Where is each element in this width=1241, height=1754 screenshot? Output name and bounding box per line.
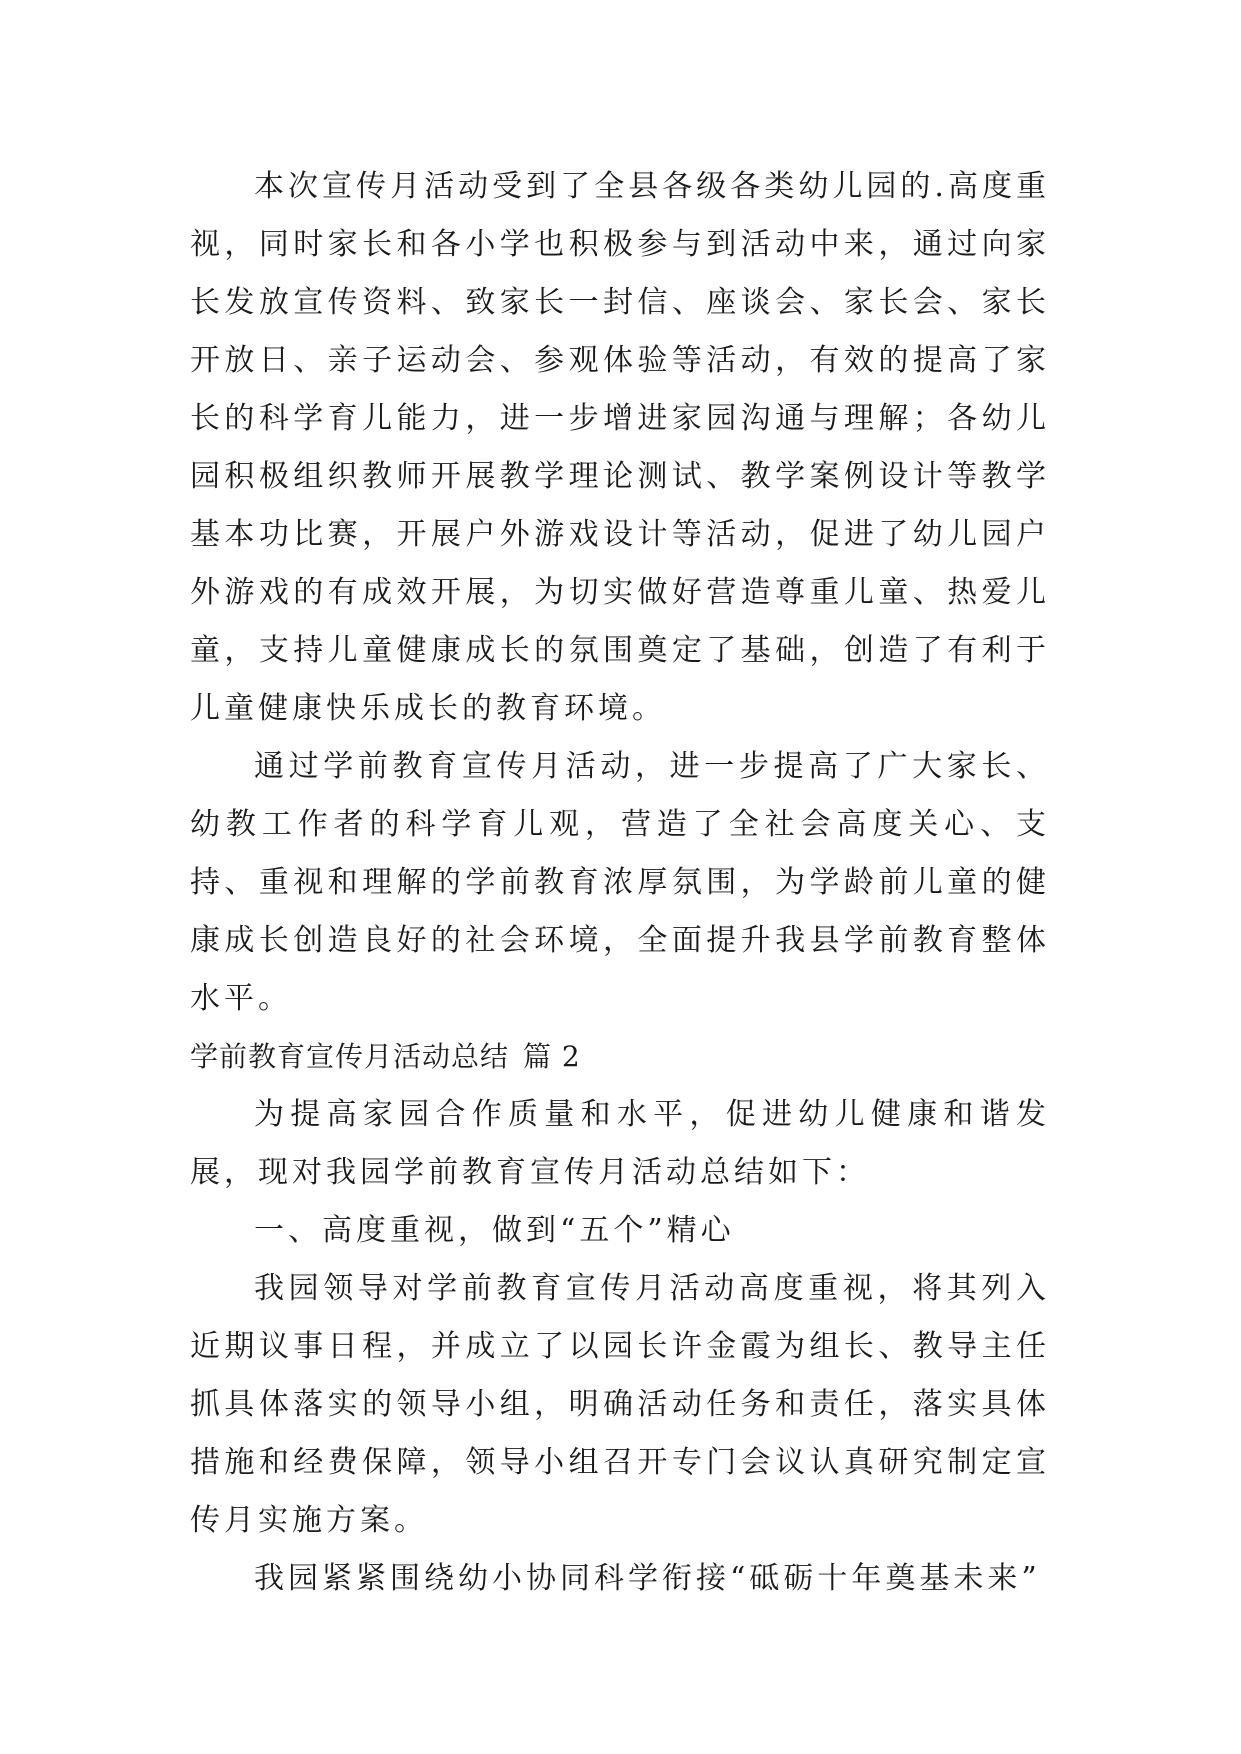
paragraph-activity-attention: 本次宣传月活动受到了全县各级各类幼儿园的.高度重视，同时家长和各小学也积极参与到活动中来，通过向家长发放宣传资料、致家长一封信、座谈会、家长会、家长开放日、亲子运动会、参观体验等活动，有效的提高了家长的科学育儿能力，进一步增进家园沟通与理解；各幼儿园积极组织教师开展教学理论测试、教学案例设计等教学基本功比赛，开展户外游戏设计等活动，促进了幼儿园户外游戏的有成效开展，为切实做好营造尊重儿童、热爱儿童，支持儿童健康成长的氛围奠定了基础，创造了有利于儿童健康快乐成长的教育环境。: [190, 169, 1050, 726]
subheading-high-attention: 一、高度重视，做到“五个”精心: [254, 1213, 735, 1248]
paragraph-activity-outcome: 通过学前教育宣传月活动，进一步提高了广大家长、幼教工作者的科学育儿观，营造了全社会高度关心、支持、重视和理解的学前教育浓厚氛围，为学龄前儿童的健康成长创造良好的社会环境，全面提升我县学前教育整体水平。: [190, 749, 1050, 1016]
paragraph-leadership: 我园领导对学前教育宣传月活动高度重视，将其列入近期议事日程，并成立了以园长许金霞为组长、教导主任抓具体落实的领导小组，明确活动任务和责任，落实具体措施和经费保障，领导小组召开专门会议认真研究制定宣传月实施方案。: [190, 1271, 1050, 1538]
section-number: 篇 2: [523, 1040, 581, 1073]
paragraph-summary-intro: 为提高家园合作质量和水平，促进幼儿健康和谐发展，现对我园学前教育宣传月活动总结如下：: [190, 1097, 1050, 1190]
section-title: 学前教育宣传月活动总结: [190, 1040, 510, 1073]
section-heading: [190, 1028, 1050, 1086]
paragraph-theme: 我园紧紧围绕幼小协同科学衔接“砥砺十年奠基未来”: [254, 1561, 1041, 1596]
document-body: [190, 158, 1050, 1608]
